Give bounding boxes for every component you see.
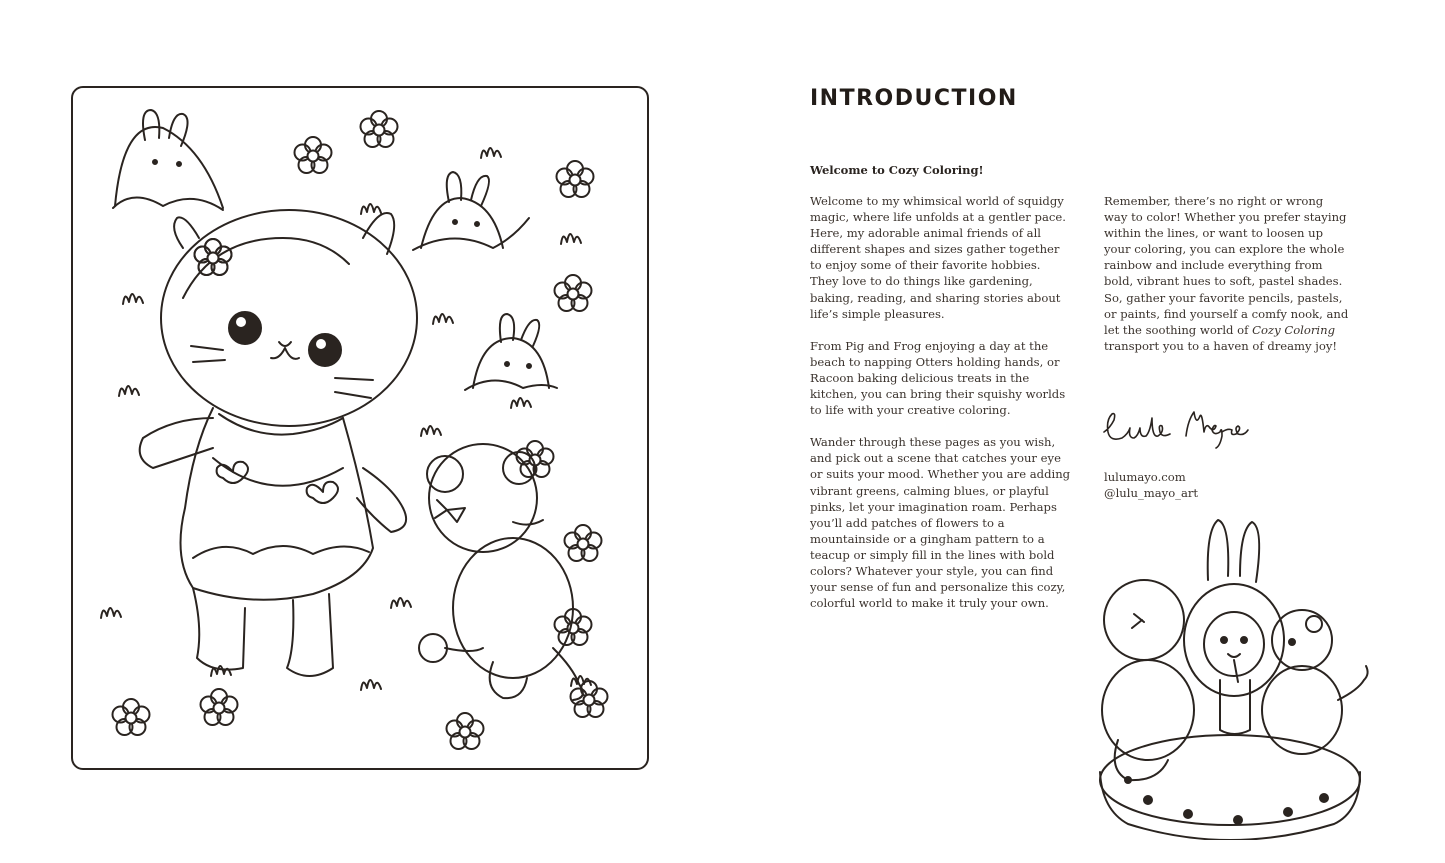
characters-on-cushion-illustration bbox=[1088, 510, 1373, 840]
author-social-handle: @lulu_mayo_art bbox=[1104, 486, 1199, 501]
text-column-right bbox=[1104, 193, 1350, 354]
author-contact bbox=[1104, 469, 1198, 501]
poodle-character-icon bbox=[419, 444, 583, 700]
page-title: INTRODUCTION bbox=[810, 86, 1018, 111]
author-website: lulumayo.com bbox=[1104, 470, 1186, 484]
coloring-page-illustration bbox=[71, 86, 649, 770]
flower-icon bbox=[113, 111, 608, 749]
text-column-left bbox=[810, 193, 1072, 611]
intro-paragraph: Welcome to my whimsical world of squidgy magic, where life unfolds at a gentler pace. Here, my adorable animal friends of all different shapes and sizes gather together to enjoy some of their favorite hobbies. They love to do things like gardening, baking, reading, and sharing stories about life’s simple pleasures. bbox=[810, 194, 1066, 321]
cat-character-icon bbox=[140, 210, 417, 676]
intro-paragraph bbox=[1104, 193, 1350, 354]
paragraph-text: Remember, there’s no right or wrong way to color! Whether you prefer staying within the lines, or want to loosen up your coloring, you can explore the whole rainbow and include everything from bold, vibrant hues to soft, pastel shades. So, gather your favorite pencils, pastels, or paints, find yourself a comfy nook, and let the soothing world of bbox=[1104, 194, 1349, 337]
book-title-italic: Cozy Coloring bbox=[1252, 322, 1335, 337]
intro-paragraph: Wander through these pages as you wish, and pick out a scene that catches your eye or suits your mood. Whether you are adding vibrant greens, calming blues, or playful pinks, let your imagination roam. Perhaps you’ll add patches of flowers to a mountainside or a gingham pattern to a teacup or simply fill in the lines with bold colors? Whatever your style, you can find your sense of fun and personalize this cozy, colorful world to make it truly your own. bbox=[810, 435, 1071, 611]
intro-paragraph: From Pig and Frog enjoying a day at the beach to napping Otters holding hands, or Racoon baking delicious treats in the kitchen, you can bring their squishy worlds to life with your creative coloring. bbox=[810, 338, 1066, 418]
author-signature bbox=[1098, 402, 1268, 452]
paragraph-text: transport you to a haven of dreamy joy! bbox=[1104, 338, 1338, 353]
intro-subheading: Welcome to Cozy Coloring! bbox=[810, 163, 984, 177]
